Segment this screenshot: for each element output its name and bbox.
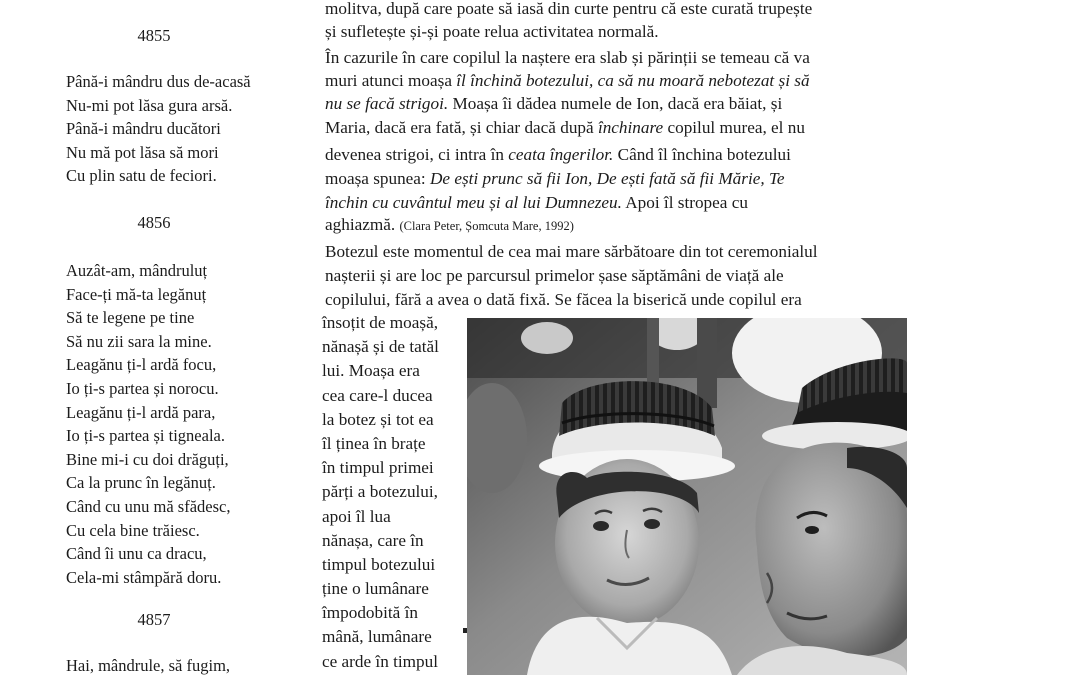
prose-line: părți a botezului, bbox=[322, 482, 438, 502]
verse-line: Nu mă pot lăsa să mori bbox=[66, 142, 219, 162]
verse-line: Io ți-s partea și tigneala. bbox=[66, 426, 225, 446]
prose-line: devenea strigoi, ci intra în ceata îngerilor. Când îl închina botezului bbox=[325, 145, 791, 164]
prose-line: nașterii și are loc pe parcursul primelor șase săptămâni de viață ale bbox=[325, 266, 784, 285]
prose-line: închin cu cuvântul meu și al lui Dumnezeu. Apoi îl stropea cu bbox=[325, 193, 748, 212]
prose-line: Botezul este momentul de cea mai mare sărbătoare din tot ceremonialul bbox=[325, 242, 818, 261]
verse-line: Hai, mândrule, să fugim, bbox=[66, 656, 231, 675]
poems-column bbox=[0, 0, 300, 675]
prose-line: În cazurile în care copilul la naștere era slab și părinții se temeau că va bbox=[325, 48, 810, 67]
verse-line: Până-i mândru ducători bbox=[66, 119, 221, 139]
prose-line: moașa spunea: De ești prunc să fii Ion, De ești fată să fii Mărie, Te bbox=[325, 169, 785, 188]
poem-number: 4855 bbox=[137, 26, 171, 45]
prose-line: ține o lumânare bbox=[322, 579, 429, 599]
prose-line: timpul botezului bbox=[322, 554, 436, 574]
prose-line: molitva, după care poate să iasă din curte pentru că este curată trupește bbox=[325, 0, 813, 18]
prose-line: apoi îl lua bbox=[322, 506, 391, 526]
prose-line: aghiazmă. (Clara Peter, Șomcuta Mare, 1992) bbox=[325, 215, 574, 234]
verse-line: Să te legene pe tine bbox=[66, 308, 195, 328]
prose-line: însoțit de moașă, bbox=[322, 313, 438, 332]
verse-line: Face-ți mă-ta legănuț bbox=[66, 284, 207, 304]
prose-wrap-column bbox=[322, 311, 439, 674]
verse-line: Cu cela bine trăiesc. bbox=[66, 520, 200, 540]
verse-line: Bine mi-i cu doi drăguți, bbox=[66, 449, 229, 469]
prose-line: și sufletește și-și poate relua activitatea normală. bbox=[325, 22, 659, 41]
poem-number: 4857 bbox=[137, 610, 171, 629]
photo-illustration bbox=[467, 318, 907, 675]
prose-line: muri atunci moașa îl închină botezului, ca să nu moară nebotezat și să bbox=[325, 71, 810, 90]
prose-line: lui. Moașa era bbox=[322, 361, 420, 381]
poem-number: 4856 bbox=[137, 213, 171, 232]
poem-verse bbox=[66, 70, 251, 188]
prose-line: în timpul primei bbox=[322, 458, 434, 478]
prose-line: ce arde în timpul bbox=[322, 651, 438, 671]
verse-line: Cela-mi stâmpără doru. bbox=[66, 567, 222, 587]
prose-line: împodobită în bbox=[322, 603, 418, 623]
verse-line: Când îi unu ca dracu, bbox=[66, 544, 207, 564]
verse-line: Nu-mi pot lăsa gura arsă. bbox=[66, 95, 233, 115]
verse-line: Auzât-am, mândruluț bbox=[66, 261, 208, 280]
verse-line: Ca la prunc în legănuț. bbox=[66, 473, 216, 493]
prose-line: nănașă și de tatăl bbox=[322, 337, 439, 357]
verse-line: Cu plin satu de feciori. bbox=[66, 166, 217, 186]
verse-line: Leagănu ți-l ardă focu, bbox=[66, 355, 217, 375]
poem-verse bbox=[66, 654, 230, 675]
verse-line: Leagănu ți-l ardă para, bbox=[66, 402, 216, 422]
prose-line: copilului, fără a avea o dată fixă. Se făcea la biserică unde copilul era bbox=[325, 290, 802, 309]
prose-line: Maria, dacă era fată, și chiar dacă după închinare copilul murea, el nu bbox=[325, 118, 805, 137]
poem-verse bbox=[66, 259, 231, 589]
prose-line: îl ținea în brațe bbox=[322, 433, 426, 453]
prose-line: mână, lumânare bbox=[322, 627, 432, 647]
verse-line: Când cu unu mă sfădesc, bbox=[66, 496, 231, 516]
verse-line: Io ți-s partea și norocu. bbox=[66, 378, 219, 398]
verse-line: Să nu zii sara la mine. bbox=[66, 331, 212, 351]
prose-line: nănașa, care în bbox=[322, 530, 424, 550]
photo-child-and-man bbox=[467, 318, 907, 675]
prose-line: cea care-l ducea bbox=[322, 385, 433, 405]
scan-mark bbox=[463, 628, 467, 633]
citation: (Clara Peter, Șomcuta Mare, 1992) bbox=[399, 219, 574, 233]
prose-line: la botez și tot ea bbox=[322, 409, 434, 429]
verse-line: Până-i mândru dus de-acasă bbox=[66, 72, 251, 91]
prose-line: nu se facă strigoi. Moașa îi dădea numele de Ion, dacă era băiat, și bbox=[325, 94, 783, 113]
